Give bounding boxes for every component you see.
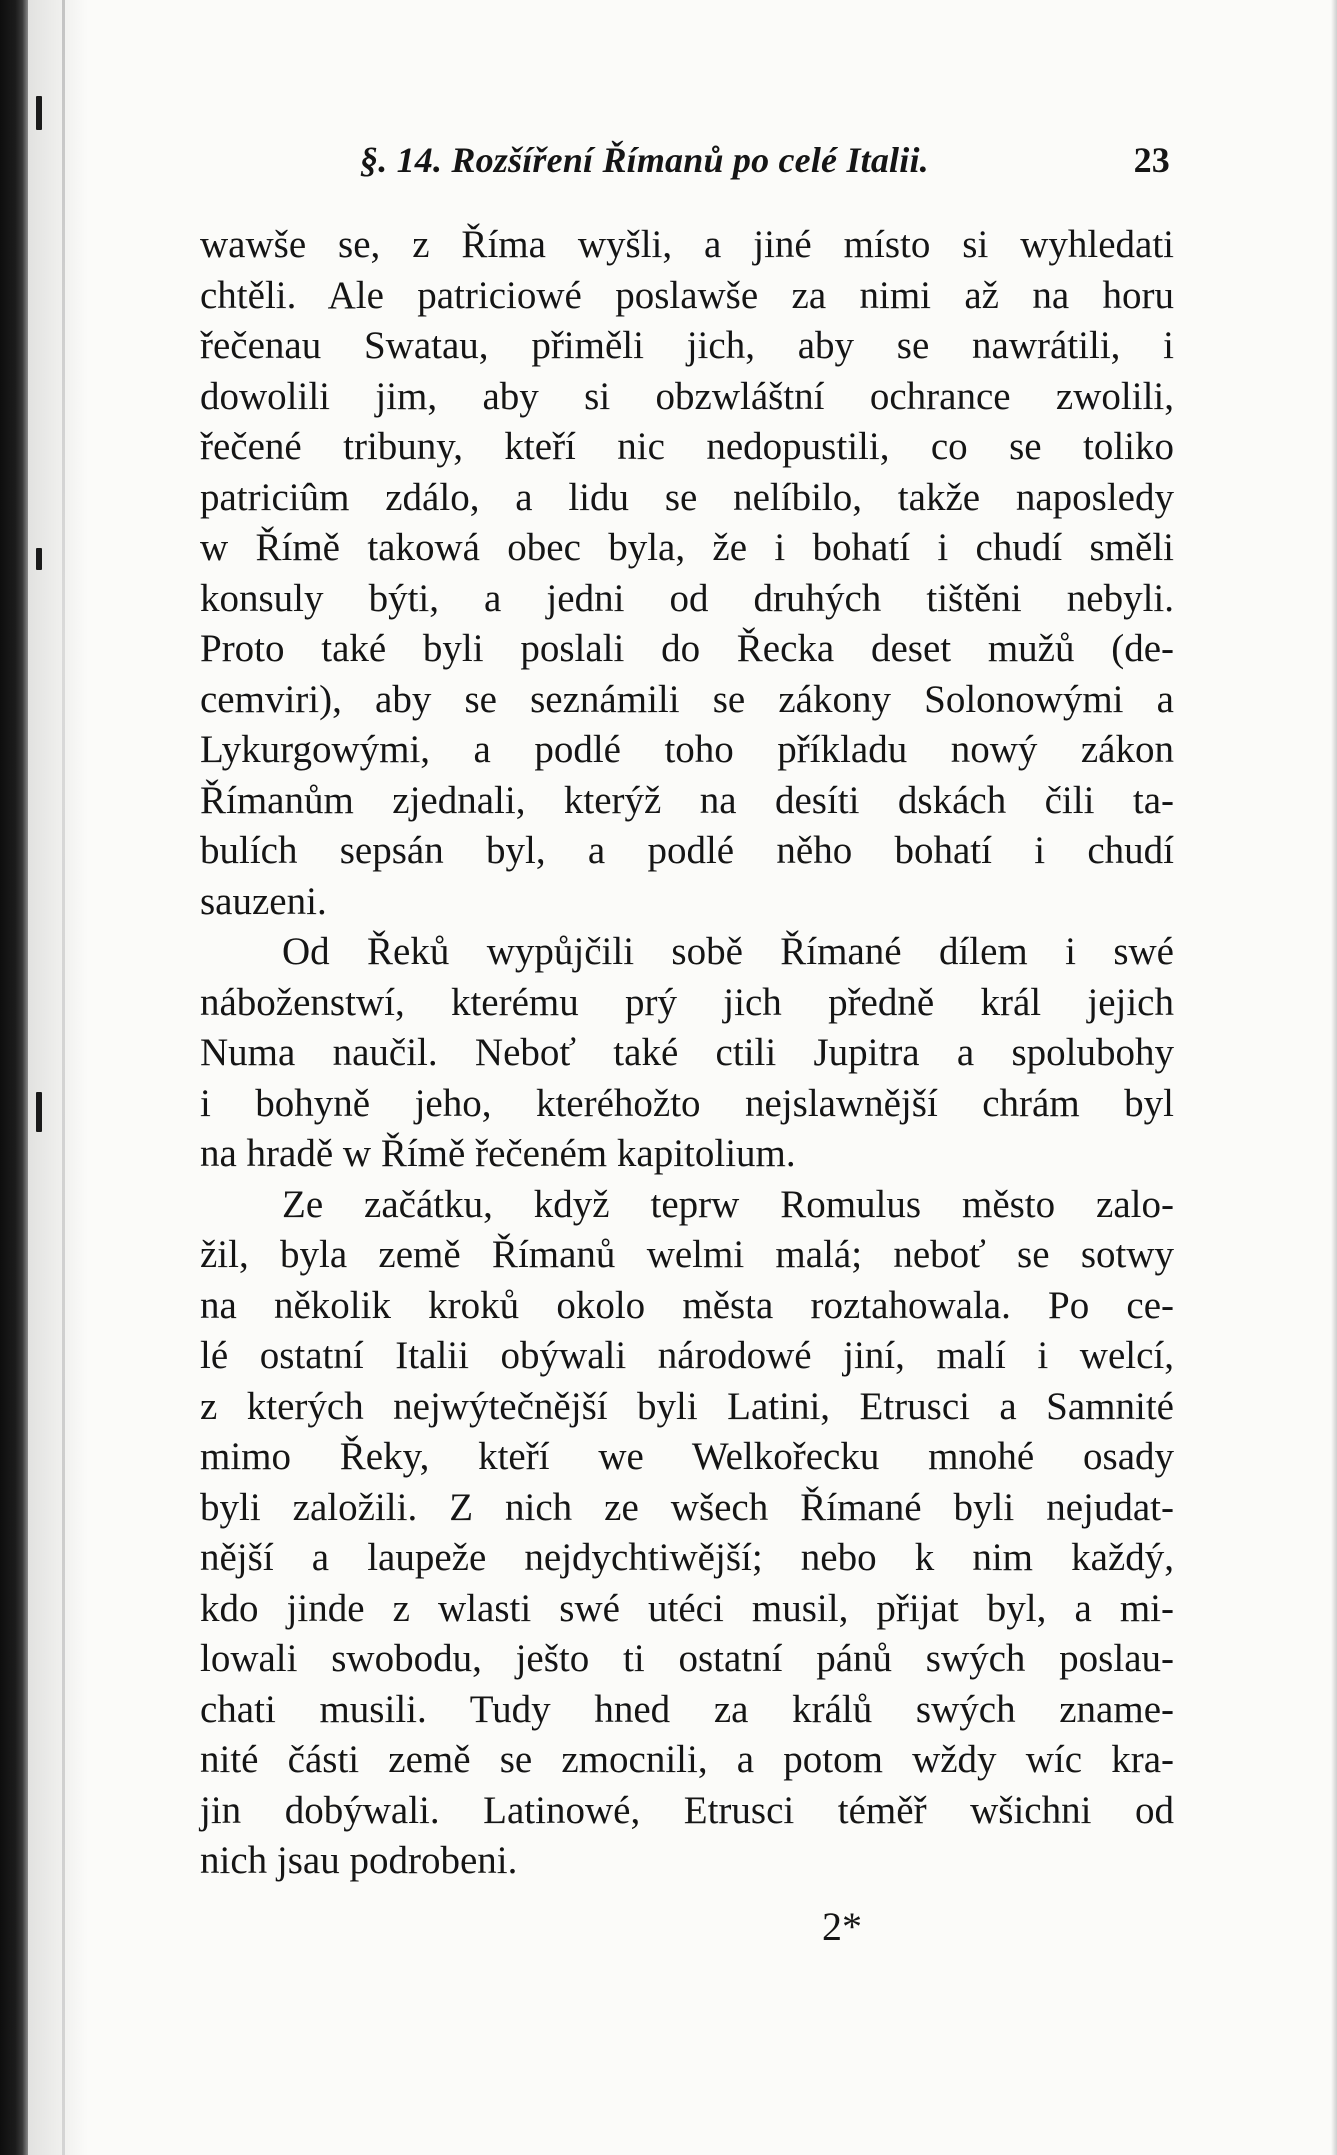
text-line: Lykurgowými, a podlé toho příkladu nowý zákon — [200, 728, 1174, 771]
text-line: chtěli. Ale patriciowé poslawše za nimi až na horu — [200, 273, 1174, 317]
running-head-title: §. 14. Rozšíření Římanů po celé Italii. — [360, 140, 929, 180]
text-line: chati musili. Tudy hned za králů swých zname- — [200, 1687, 1174, 1731]
edge-mark — [36, 96, 42, 130]
gutter-shadow — [28, 0, 88, 2155]
text-line: řečenau Swatau, přiměli jich, aby se nawrátili, i — [200, 324, 1174, 367]
scan-right-edge — [1331, 0, 1337, 2155]
text-line: z kterých nejwýtečnější byli Latini, Etrusci a Samnité — [200, 1384, 1174, 1428]
edge-mark — [36, 1092, 42, 1132]
text-line: kdo jinde z wlasti swé utéci musil, přijat byl, a mi- — [200, 1586, 1174, 1630]
text-line: na několik kroků okolo města roztahowala. Po ce- — [200, 1283, 1174, 1327]
text-line: náboženstwí, kterému prý jich předně král jejich — [200, 980, 1174, 1024]
text-line: žil, byla země Římanů welmi malá; neboť se sotwy — [200, 1233, 1174, 1276]
page-fold-line — [62, 0, 65, 2155]
text-line: Římanům zjednali, kterýž na desíti dskách čili ta- — [200, 778, 1174, 822]
text-line: nich jsau podrobeni. — [200, 1839, 518, 1882]
text-line: Numa naučil. Neboť také ctili Jupitra a spolubohy — [200, 1031, 1174, 1074]
text-line: bulích sepsán byl, a podlé něho bohatí i chudí — [200, 829, 1174, 872]
text-line: mimo Řeky, kteří we Welkořecku mnohé osady — [200, 1435, 1174, 1478]
text-line: řečené tribuny, kteří nic nedopustili, co se toliko — [200, 425, 1174, 468]
scan-left-edge — [0, 0, 28, 2155]
paragraph-start-line: Od Řeků wypůjčili sobě Římané dílem i swé — [282, 930, 1174, 973]
text-line: byli založili. Z nich ze wšech Římané byli nejudat- — [200, 1485, 1174, 1529]
text-line: sauzeni. — [200, 879, 327, 923]
text-line: konsuly býti, a jedni od druhých tištěni nebyli. — [200, 576, 1174, 620]
body-text — [200, 220, 1174, 1887]
running-head — [360, 136, 1170, 184]
text-line: na hradě w Římě řečeném kapitolium. — [200, 1132, 796, 1175]
edge-mark — [36, 548, 42, 570]
text-line: patriciûm zdálo, a lidu se nelíbilo, takže naposledy — [200, 475, 1174, 519]
text-line: dowolili jim, aby si obzwláštní ochrance zwolili, — [200, 374, 1174, 418]
text-line: nité části země se zmocnili, a potom wždy wíc kra- — [200, 1738, 1174, 1781]
text-line: jin dobýwali. Latinowé, Etrusci téměř wšichni od — [200, 1788, 1174, 1832]
paragraph-start-line: Ze začátku, když teprw Romulus město zalo- — [282, 1182, 1174, 1226]
page-number: 23 — [1133, 140, 1170, 180]
text-line: w Římě takowá obec byla, že i bohatí i chudí směli — [200, 526, 1174, 569]
text-line: lowali swobodu, ješto ti ostatní pánů swých poslau- — [200, 1637, 1174, 1680]
text-line: i bohyně jeho, kteréhožto nejslawnější chrám byl — [200, 1081, 1174, 1125]
text-line: Proto také byli poslali do Řecka deset mužů (de- — [200, 627, 1174, 670]
text-line: cemviri), aby se seznámili se zákony Solonowými a — [200, 677, 1174, 721]
signature-mark: 2* — [822, 1904, 862, 1949]
text-line: lé ostatní Italii obýwali národowé jiní, malí i welcí, — [200, 1334, 1174, 1377]
text-line: wawše se, z Říma wyšli, a jiné místo si wyhledati — [200, 223, 1174, 266]
text-line: nější a laupeže nejdychtiwější; nebo k nim každý, — [200, 1536, 1174, 1579]
